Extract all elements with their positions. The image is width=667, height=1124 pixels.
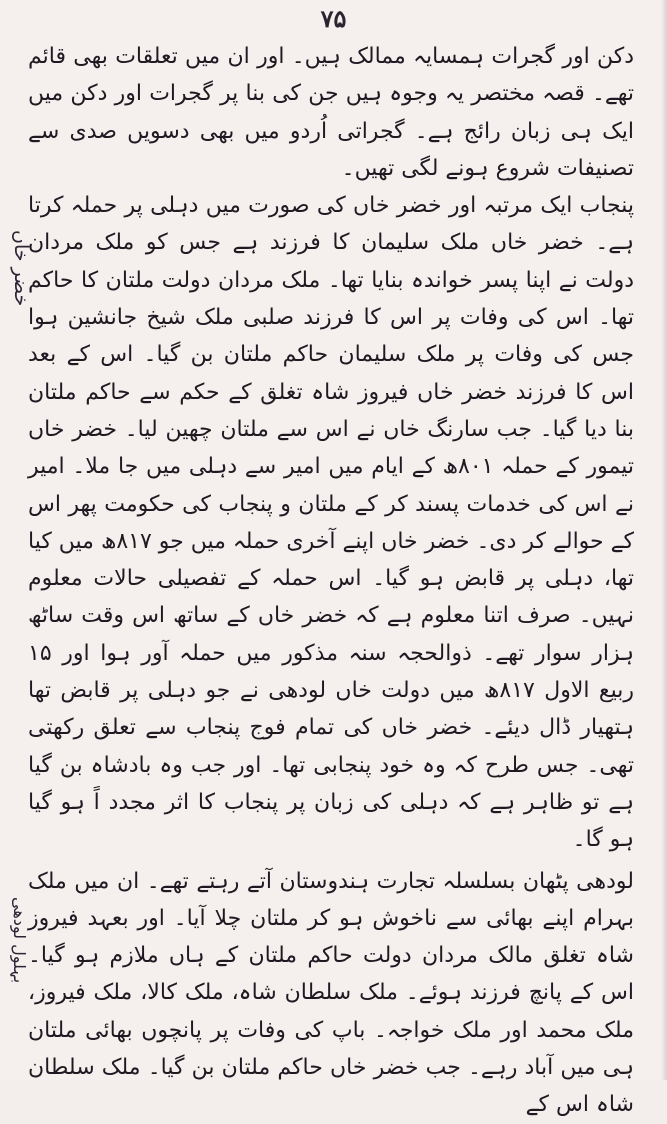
margin-note-khizr-khan: خضر خاں bbox=[10, 229, 32, 306]
paragraph-lodhi-pathans: لودھی پٹھان بسلسلہ تجارت ہندوستان آتے رہتے تھے۔ ان میں ملک بہرام اپنے بھائی سے ناخوش ہو کر ملتان چلا آیا۔ اور بعہد فیروز شاہ تغلق مالک مردان دولت حاکم ملتان کے ہاں ملازم ہو گیا۔ اس کے پانچ فرزند ہوئے۔ ملک سلطان شاہ، ملک کالا، ملک فیروز، ملک محمد اور ملک خواجہ۔ باپ کی وفات پر پانچوں بھائی ملتان ہی میں آباد رہے۔ جب خضر خاں حاکم ملتان بن گیا۔ ملک سلطان شاہ اس کے bbox=[28, 868, 634, 1118]
paragraph-khizr-khan: پنجاب ایک مرتبہ اور خضر خاں کی صورت میں دہلی پر حملہ کرتا ہے۔ خضر خاں ملک سلیمان کا فرزند ہے جس کو ملک مردان دولت نے اپنا پسر خواندہ بنایا تھا۔ ملک مردان دولت ملتان کا حاکم تھا۔ اس کی وفات پر اس کا فرزند صلبی ملک شیخ جانشین ہوا جس کی وفات پر ملک سلیمان حاکم ملتان بن گیا۔ اس کے بعد اس کا فرزند خضر خاں فیروز شاہ تغلق کے حکم سے حاکم ملتان بنا دیا گیا۔ جب سارنگ خاں نے اس سے ملتان چھین لیا۔ خضر خاں تیمور کے حملہ ۸۰۱ھ کے ایام میں امیر سے دہلی میں جا ملا۔ امیر نے اس کی خدمات پسند کر کے ملتان و پنجاب کی حکومت پھر اس کے حوالے کر دی۔ خضر خاں اپنے آخری حملہ میں جو ۸۱۷ھ میں کیا تھا، دہلی پر قابض ہو گیا۔ اس حملہ کے تفصیلی حالات معلوم نہیں۔ صرف اتنا معلوم ہے کہ خضر خاں کے ساتھ اس وقت ساٹھ ہزار سوار تھے۔ ذوالحجہ سنہ مذکور میں حملہ آور ہوا اور ۱۵ ربیع الاول ۸۱۷ھ میں دولت خاں لودھی نے جو دہلی پر قابض تھا ہتھیار ڈال دیئے۔ خضر خاں کی تمام فوج پنجاب سے تعلق رکھتی تھی۔ جس طرح کہ وہ خود پنجابی تھا۔ اور جب وہ بادشاہ بن گیا ہے تو ظاہر ہے کہ دہلی کی زبان پر پنجاب کا اثر مجدد اً ہو گیا ہو گا۔ bbox=[27, 193, 635, 853]
margin-note-bahlol-lodhi: بہلول لودھی bbox=[10, 896, 29, 983]
paragraph-deccan-gujarat: دکن اور گجرات ہمسایہ ممالک ہیں۔ اور ان میں تعلقات بھی قائم تھے۔ قصہ مختصر یہ وجوہ ہیں جن کی بنا پر گجرات اور دکن میں ایک ہی زبان رائج ہے۔ گجراتی اُردو میں بھی دسویں صدی سے تصنیفات شروع ہونے لگی تھیں۔ bbox=[28, 44, 634, 181]
page-body bbox=[28, 38, 634, 1124]
page-number: ۷۵ bbox=[320, 4, 347, 33]
